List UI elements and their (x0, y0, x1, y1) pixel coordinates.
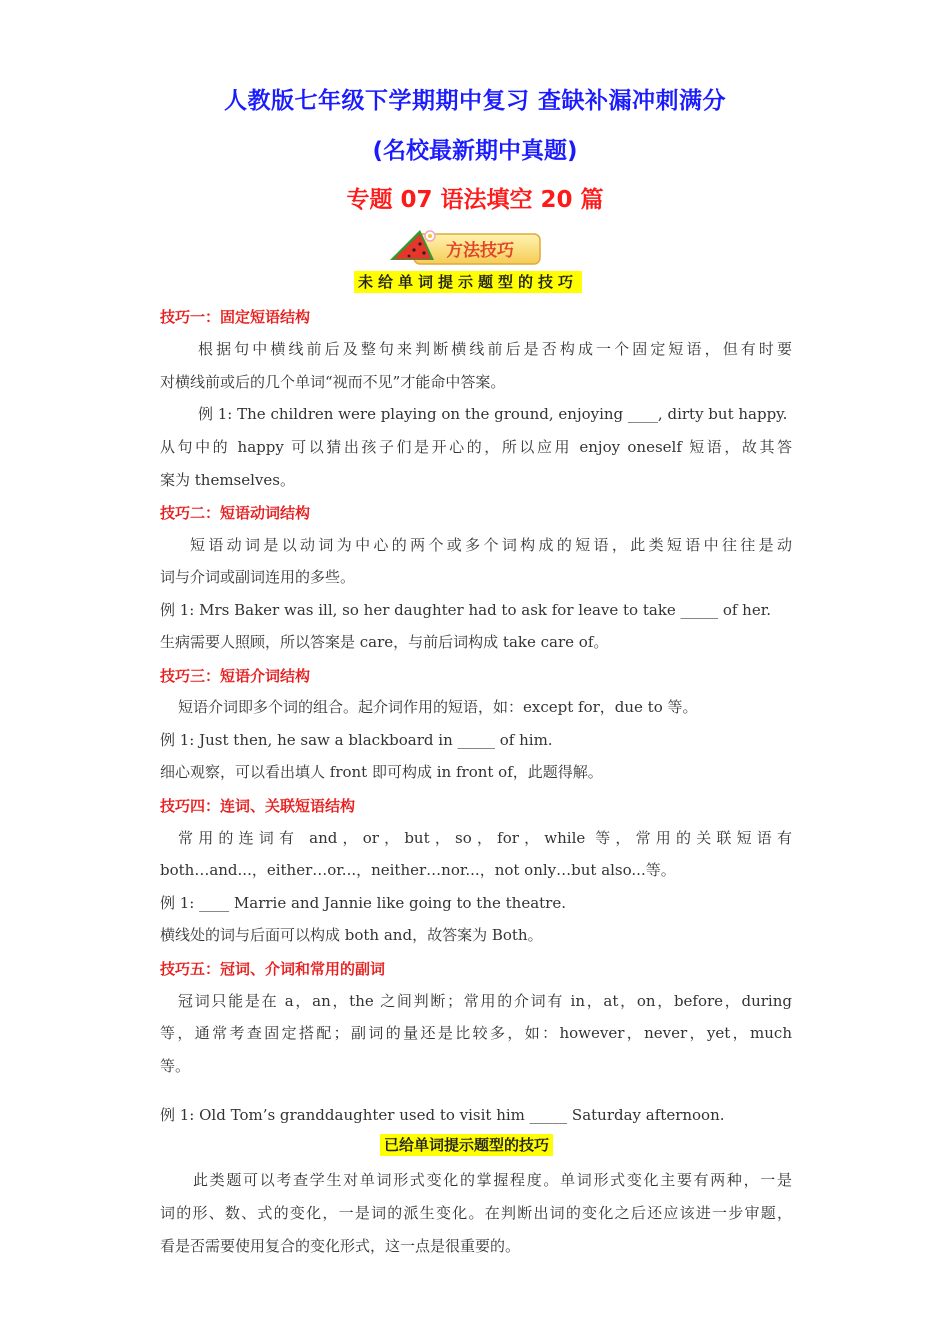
tip1-line: 根据句中横线前后及整句来判断横线前后是否构成一个固定短语，但有时要 (198, 340, 792, 358)
topic-title: 专题 07 语法填空 20 篇 (346, 187, 604, 213)
section2-line: 看是否需要使用复合的变化形式，这一点是很重要的。 (160, 1237, 521, 1255)
tip4-line: both…and...，either…or...，neither…nor...，not only…but also...等。 (160, 861, 676, 879)
tip2-line: 短语动词是以动词为中心的两个或多个词构成的短语，此类短语中往往是动 (190, 536, 792, 554)
tip3-heading: 技巧三：短语介词结构 (160, 667, 311, 685)
tip1-line: 对横线前或后的几个单词“视而不见”才能命中答案。 (160, 373, 506, 391)
tip3-line: 短语介词即多个词的组合。起介词作用的短语，如：except for，due to 等。 (178, 698, 698, 716)
tip4-line: 常用的连词有 and，or，but，so，for，while 等，常用的关联短语有 (178, 829, 792, 847)
tip5-example: 例 1: Old Tom’s granddaughter used to visit him _____ Saturday afternoon. (160, 1106, 725, 1124)
document-subtitle: (名校最新期中真题) (372, 138, 578, 164)
tip2-heading: 技巧二：短语动词结构 (160, 504, 311, 522)
method-tips-badge (384, 226, 544, 270)
tip4-example: 例 1: ____ Marrie and Jannie like going to the theatre. (160, 894, 566, 912)
tip5-line: 等。 (160, 1057, 191, 1075)
badge-label: 方法技巧 (446, 241, 514, 261)
section-banner-with-hint: 已给单词提示题型的技巧 (380, 1134, 553, 1156)
tip1-line: 案为 themselves。 (160, 471, 295, 489)
tip1-example: 例 1: The children were playing on the ground, enjoying ____, dirty but happy. (198, 405, 788, 423)
tip4-line: 横线处的词与后面可以构成 both and，故答案为 Both。 (160, 926, 543, 944)
tip2-example: 例 1: Mrs Baker was ill, so her daughter had to ask for leave to take _____ of her. (160, 601, 771, 619)
tip3-example: 例 1: Just then, he saw a blackboard in _____ of him. (160, 731, 553, 749)
tip5-heading: 技巧五：冠词、介词和常用的副词 (160, 960, 386, 978)
tip4-heading: 技巧四：连词、关联短语结构 (160, 797, 356, 815)
tip1-heading: 技巧一：固定短语结构 (160, 308, 311, 326)
tip2-line: 词与介词或副词连用的多些。 (160, 568, 356, 586)
section2-line: 词的形、数、式的变化，一是词的派生变化。在判断出词的变化之后还应该进一步审题， (160, 1204, 792, 1222)
tip2-line: 生病需要人照顾，所以答案是 care，与前后词构成 take care of。 (160, 633, 609, 651)
document-title: 人教版七年级下学期期中复习 查缺补漏冲刺满分 (223, 88, 726, 114)
tip1-line: 从句中的 happy 可以猜出孩子们是开心的，所以应用 enjoy oneself 短语，故其答 (160, 438, 792, 456)
watermelon-icon (384, 226, 544, 270)
section-banner-no-hint: 未给单词提示题型的技巧 (354, 271, 582, 293)
tip3-line: 细心观察，可以看出填人 front 即可构成 in front of，此题得解。 (160, 763, 603, 781)
tip5-line: 等，通常考查固定搭配；副词的量还是比较多，如：however，never，yet，much (160, 1024, 792, 1042)
tip5-line: 冠词只能是在 a，an，the 之间判断；常用的介词有 in，at，on，before，during (178, 992, 792, 1010)
section2-line: 此类题可以考查学生对单词形式变化的掌握程度。单词形式变化主要有两种，一是 (193, 1171, 792, 1189)
